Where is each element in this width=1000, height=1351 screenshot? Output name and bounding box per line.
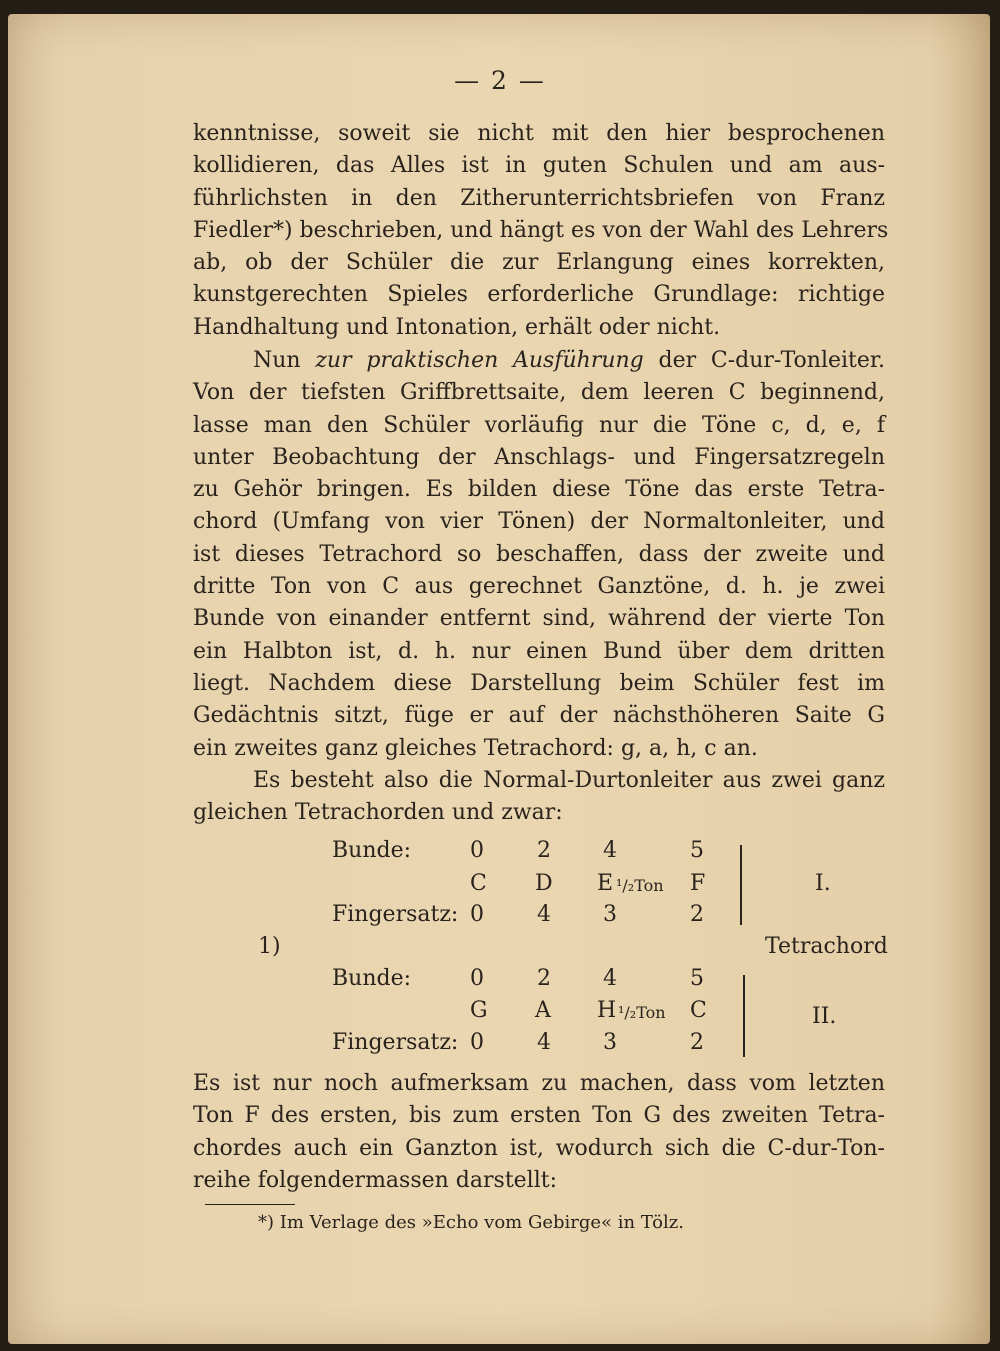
label-fingersatz: Fingersatz: (332, 902, 459, 927)
text-line: Es ist nur noch aufmerksam zu machen, dass vom letzten (193, 1071, 885, 1096)
text-line: Ton F des ersten, bis zum ersten Ton G des zweiten Tetra- (193, 1103, 885, 1129)
text-line: ein Halbton ist, d. h. nur einen Bund über dem dritten (193, 638, 885, 664)
label-bunde: Bunde: (332, 966, 412, 991)
text-line: kollidieren, das Alles ist in guten Schulen und am aus- (193, 153, 885, 179)
text-line: Es besteht also die Normal-Durtonleiter aus zwei ganz (253, 768, 885, 793)
note-cell: H (597, 998, 617, 1023)
text-line: liegt. Nachdem diese Darstellung beim Schüler fest im (193, 670, 885, 696)
tetrachord-label: Tetrachord (765, 934, 888, 959)
text-line: lasse man den Schüler vorläufig nur die Töne c, d, e, f (193, 412, 885, 438)
text-line: gleichen Tetrachorden und zwar: (193, 800, 563, 826)
footnote-divider (205, 1204, 295, 1205)
text-line: ab, ob der Schüler die zur Erlangung eines korrekten, (193, 250, 885, 276)
table-cell: 0 (470, 838, 484, 863)
label-bunde: Bunde: (332, 838, 412, 863)
text-span: der C-dur-Tonleiter. (658, 348, 885, 373)
table-cell: 0 (470, 966, 484, 991)
half-tone-label: ¹/₂Ton (618, 1003, 666, 1022)
table-cell: 0 (470, 902, 484, 927)
table-cell: 3 (603, 902, 617, 927)
text-line: ist dieses Tetrachord so beschaffen, dass der zweite und (193, 541, 885, 567)
table-cell: 2 (537, 966, 551, 991)
text-line (193, 345, 885, 377)
roman-numeral-1: I. (815, 871, 831, 896)
note-cell: F (690, 871, 706, 896)
table-cell: 2 (690, 902, 704, 927)
paragraph-2 (193, 345, 885, 765)
footnote: *) Im Verlage des »Echo vom Gebirge« in Tölz. (258, 1212, 684, 1233)
text-line: Bunde von einander entfernt sind, während der vierte Ton (193, 606, 885, 632)
table-cell: 2 (537, 838, 551, 863)
text-line: kenntnisse, soweit sie nicht mit den hier besprochenen (193, 121, 885, 146)
label-fingersatz: Fingersatz: (332, 1030, 459, 1055)
table-number: 1) (258, 934, 281, 959)
paragraph-1 (193, 118, 889, 344)
note-cell: D (535, 871, 553, 896)
table-cell: 5 (690, 966, 704, 991)
table-cell: 2 (690, 1030, 704, 1055)
paragraph-4 (193, 1068, 885, 1197)
table-cell: 4 (537, 902, 551, 927)
text-line: zu Gehör bringen. Es bilden diese Töne das erste Tetra- (193, 477, 885, 503)
text-line: Gedächtnis sitzt, füge er auf der nächsthöheren Saite G (193, 703, 885, 729)
table-cell: 3 (603, 1030, 617, 1055)
text-line: ein zweites ganz gleiches Tetrachord: g, a, h, c an. (193, 735, 758, 761)
table-cell: 5 (690, 838, 704, 863)
brace-tetrachord-1 (740, 845, 742, 925)
text-line: kunstgerechten Spieles erforderliche Grundlage: richtige (193, 282, 885, 308)
brace-tetrachord-2 (743, 975, 745, 1057)
note-cell: A (535, 998, 551, 1023)
text-line: chord (Umfang von vier Tönen) der Normaltonleiter, und (193, 509, 885, 535)
text-line: chordes auch ein Ganzton ist, wodurch sich die C-dur-Ton- (193, 1135, 885, 1161)
text-line: führlichsten in den Zitherunterrichtsbriefen von Franz (193, 185, 885, 211)
text-line: unter Beobachtung der Anschlags- und Fingersatzregeln (193, 444, 885, 470)
paragraph-3 (193, 765, 885, 830)
text-line: reihe folgendermassen darstellt: (193, 1167, 557, 1193)
text-line: Handhaltung und Intonation, erhält oder nicht. (193, 314, 721, 340)
roman-numeral-2: II. (812, 1004, 837, 1029)
table-cell: 0 (470, 1030, 484, 1055)
note-cell: G (470, 998, 488, 1023)
text-line: Fiedler*) beschrieben, und hängt es von der Wahl des Lehrers (193, 217, 889, 243)
text-span: Nun (253, 348, 301, 373)
emphasis-text: zur praktischen Ausführung (315, 348, 644, 373)
page-number: — 2 — (454, 66, 546, 95)
table-cell: 4 (603, 966, 617, 991)
note-cell: C (690, 998, 707, 1023)
half-tone-label: ¹/₂Ton (616, 876, 664, 895)
table-cell: 4 (603, 838, 617, 863)
note-cell: C (470, 871, 487, 896)
text-line: Von der tiefsten Griffbrettsaite, dem leeren C beginnend, (193, 380, 885, 406)
table-cell: 4 (537, 1030, 551, 1055)
text-line: dritte Ton von C aus gerechnet Ganztöne, d. h. je zwei (193, 574, 885, 600)
note-cell: E (597, 871, 614, 896)
